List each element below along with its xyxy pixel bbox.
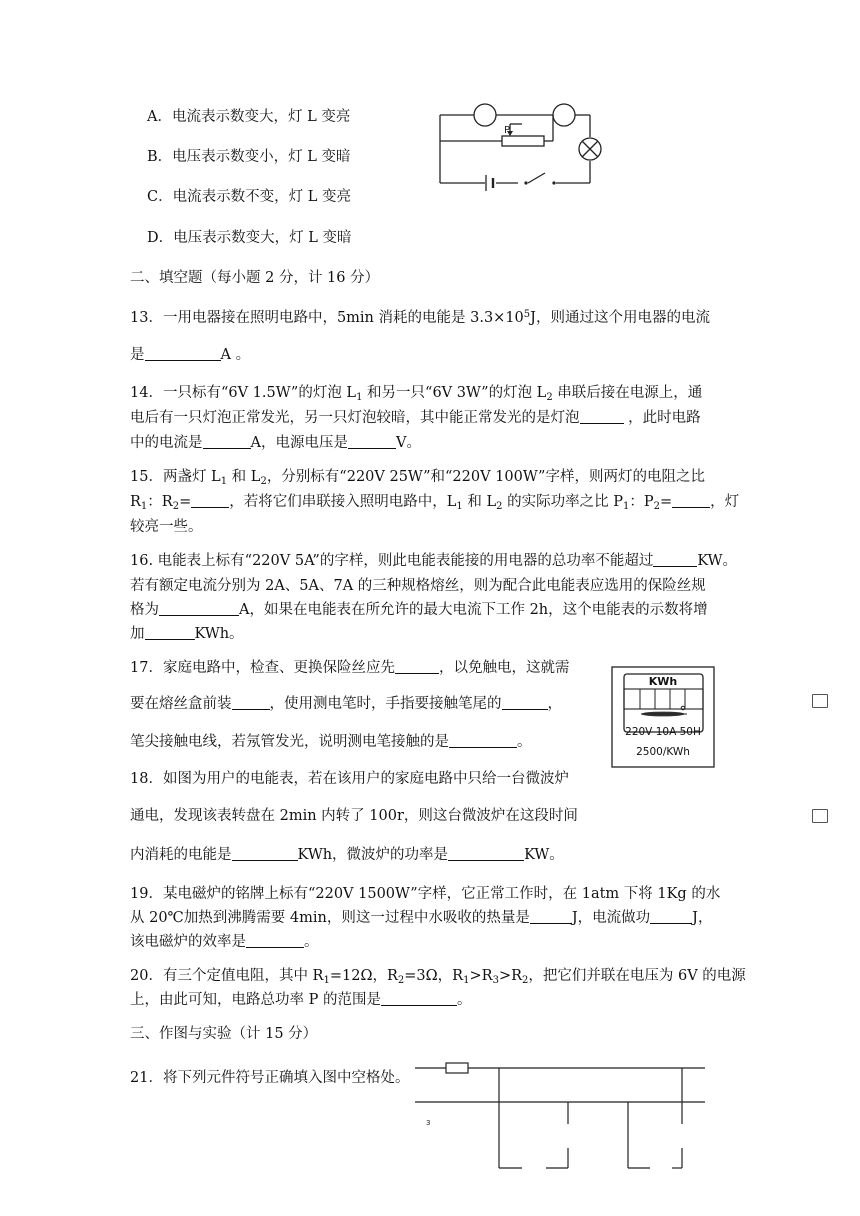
option-a: A．电流表示数变大，灯 L 变亮	[147, 109, 351, 125]
q19-line1: 19．某电磁炉的铭牌上标有“220V 1500W”字样，它正常工作时，在 1atm 下将 1Kg 的水	[130, 886, 721, 902]
q17-line1: 17．家庭电路中，检查、更换保险丝应先 ，以免触电，这就需	[130, 660, 570, 676]
option-b: B．电压表示数变小，灯 L 变暗	[147, 149, 351, 165]
meter-revs: 2500/KWh	[636, 746, 690, 758]
q19-line3: 该电磁炉的效率是 。	[130, 934, 319, 950]
q16-line4: 加 KWh。	[130, 626, 244, 642]
circuit-diagram	[430, 95, 610, 195]
section-2-title: 二、填空题（每小题 2 分，计 16 分）	[130, 270, 380, 286]
q16-line3: 格为 A，如果在电能表在所允许的最大电流下工作 2h，这个电能表的示数将增	[130, 602, 708, 618]
section-3-title: 三、作图与实验（计 15 分）	[130, 1026, 318, 1042]
q18-line1: 18．如图为用户的电能表，若在该用户的家庭电路中只给一台微波炉	[130, 771, 569, 787]
q20-line1: 20．有三个定值电阻，其中 $R_1=12\Omega$，$R_2=3\Omega$，$R_1>R_3>R_2$，把它们并联在电压为 6V 的电源	[130, 968, 746, 986]
q16-line2: 若有额定电流分别为 2A、5A、7A 的三种规格熔丝，则为配合此电能表应选用的保险丝规	[130, 578, 706, 594]
household-circuit-diagram	[410, 1058, 710, 1178]
diagram-mark: 3	[426, 1119, 431, 1127]
q17-line2: 要在熔丝盒前装 ，使用测电笔时，手指要接触笔尾的 ，	[130, 696, 562, 712]
q15-line3: 较亮一些。	[130, 519, 203, 535]
q13-line1: 13．一用电器接在照明电路中，5min 消耗的电能是 $3.3\times 10^5J$，则通过这个用电器的电流	[130, 309, 710, 326]
margin-box-2	[812, 809, 828, 823]
q13-line2: 是 A 。	[130, 347, 251, 363]
option-d: D．电压表示数变大，灯 L 变暗	[147, 230, 352, 246]
q14-line2: 电后有一只灯泡正常发光，另一只灯泡较暗，其中能正常发光的是灯泡 ，此时电路	[130, 410, 701, 426]
q20-line2: 上，由此可知，电路总功率 P 的范围是 。	[130, 992, 472, 1008]
q18-line3: 内消耗的电能是 KWh，微波炉的功率是 KW。	[130, 847, 564, 863]
q14-line3: 中的电流是 A，电源电压是 V。	[130, 435, 421, 451]
meter-rating: 220V 10A 50H	[625, 726, 701, 738]
q15-line1: 15．两盏灯 $L_1$ 和 $L_2$，分别标有“220V 25W”和“220V 100W”字样，则两灯的电阻之比	[130, 469, 705, 487]
q21-text: 21．将下列元件符号正确填入图中空格处。	[130, 1070, 410, 1086]
q18-line2: 通电，发现该表转盘在 2min 内转了 100r，则这台微波炉在这段时间	[130, 808, 578, 824]
q14-line1: 14．一只标有“6V 1.5W”的灯泡 $L_1$ 和另一只“6V 3W”的灯泡 $L_2$ 串联后接在电源上，通	[130, 385, 703, 403]
energy-meter-figure	[611, 666, 715, 768]
q16-line1: 16. 电能表上标有“220V 5A”的字样，则此电能表能接的用电器的总功率不能超过 KW。	[130, 553, 738, 569]
q17-line3: 笔尖接触电线，若氖管发光，说明测电笔接触的是 。	[130, 734, 532, 750]
option-c: C．电流表示数不变，灯 L 变亮	[147, 189, 351, 205]
margin-box-1	[812, 694, 828, 708]
meter-unit: KWh	[648, 675, 678, 688]
slider-label: P	[504, 125, 511, 136]
q15-line2: $R_1$：$R_2=$ ，若将它们串联接入照明电路中，$L_1$ 和 $L_2$ 的实际功率之比 $P_1$：$P_2=$ ，灯	[130, 494, 740, 512]
q19-line2: 从 20℃加热到沸腾需要 4min，则这一过程中水吸收的热量是 J，电流做功 J，	[130, 910, 713, 926]
